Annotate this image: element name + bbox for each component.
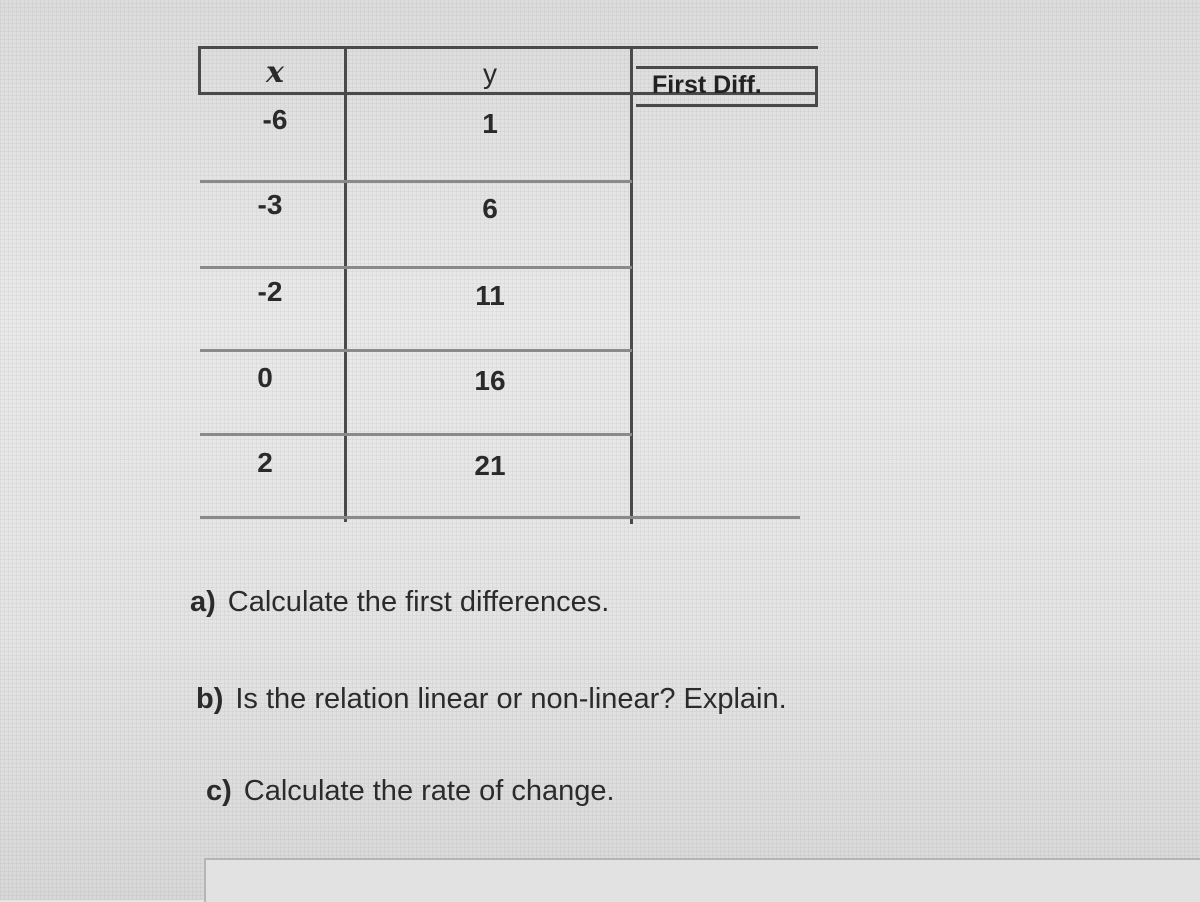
row-separator-5 — [200, 516, 800, 519]
question-c-label: c) — [206, 775, 232, 807]
answer-area[interactable] — [204, 858, 1200, 902]
first-diff-header-bottom-border — [636, 104, 818, 107]
cell-y-row-2: 6 — [482, 193, 498, 224]
table-header-top-border — [198, 46, 818, 49]
table-left-border — [198, 46, 201, 94]
cell-y-row-1: 1 — [482, 108, 498, 139]
cell-x-row-3: -2 — [257, 276, 283, 307]
cell-y-row-4: 16 — [474, 365, 506, 396]
cell-x-row-1: -6 — [262, 104, 288, 135]
question-c-text: Calculate the rate of change. — [243, 775, 615, 807]
header-x: x — [266, 55, 284, 90]
row-separator-4 — [200, 433, 632, 436]
cell-y-row-3: 11 — [475, 280, 505, 311]
question-c — [206, 777, 615, 806]
question-a-label: a) — [190, 586, 216, 618]
cell-x-row-4: 0 — [257, 362, 273, 393]
question-a — [190, 588, 609, 617]
question-b-text: Is the relation linear or non-linear? Explain. — [235, 683, 787, 715]
question-a-text: Calculate the first differences. — [227, 586, 610, 618]
question-b-label: b) — [196, 683, 224, 715]
column-separator-x-y — [344, 46, 347, 522]
cell-x-row-2: -3 — [257, 189, 283, 220]
row-separator-2 — [200, 266, 632, 269]
cell-y-row-5: 21 — [474, 450, 506, 481]
table-header-right-border — [815, 66, 818, 106]
header-first-diff: First Diff. — [652, 71, 762, 99]
header-y: y — [483, 58, 497, 89]
column-separator-y-diff — [630, 46, 633, 524]
row-separator-3 — [200, 349, 632, 352]
row-separator-1 — [200, 180, 632, 183]
cell-x-row-5: 2 — [257, 447, 273, 478]
question-b — [196, 685, 787, 714]
first-diff-header-top-border — [636, 66, 818, 69]
